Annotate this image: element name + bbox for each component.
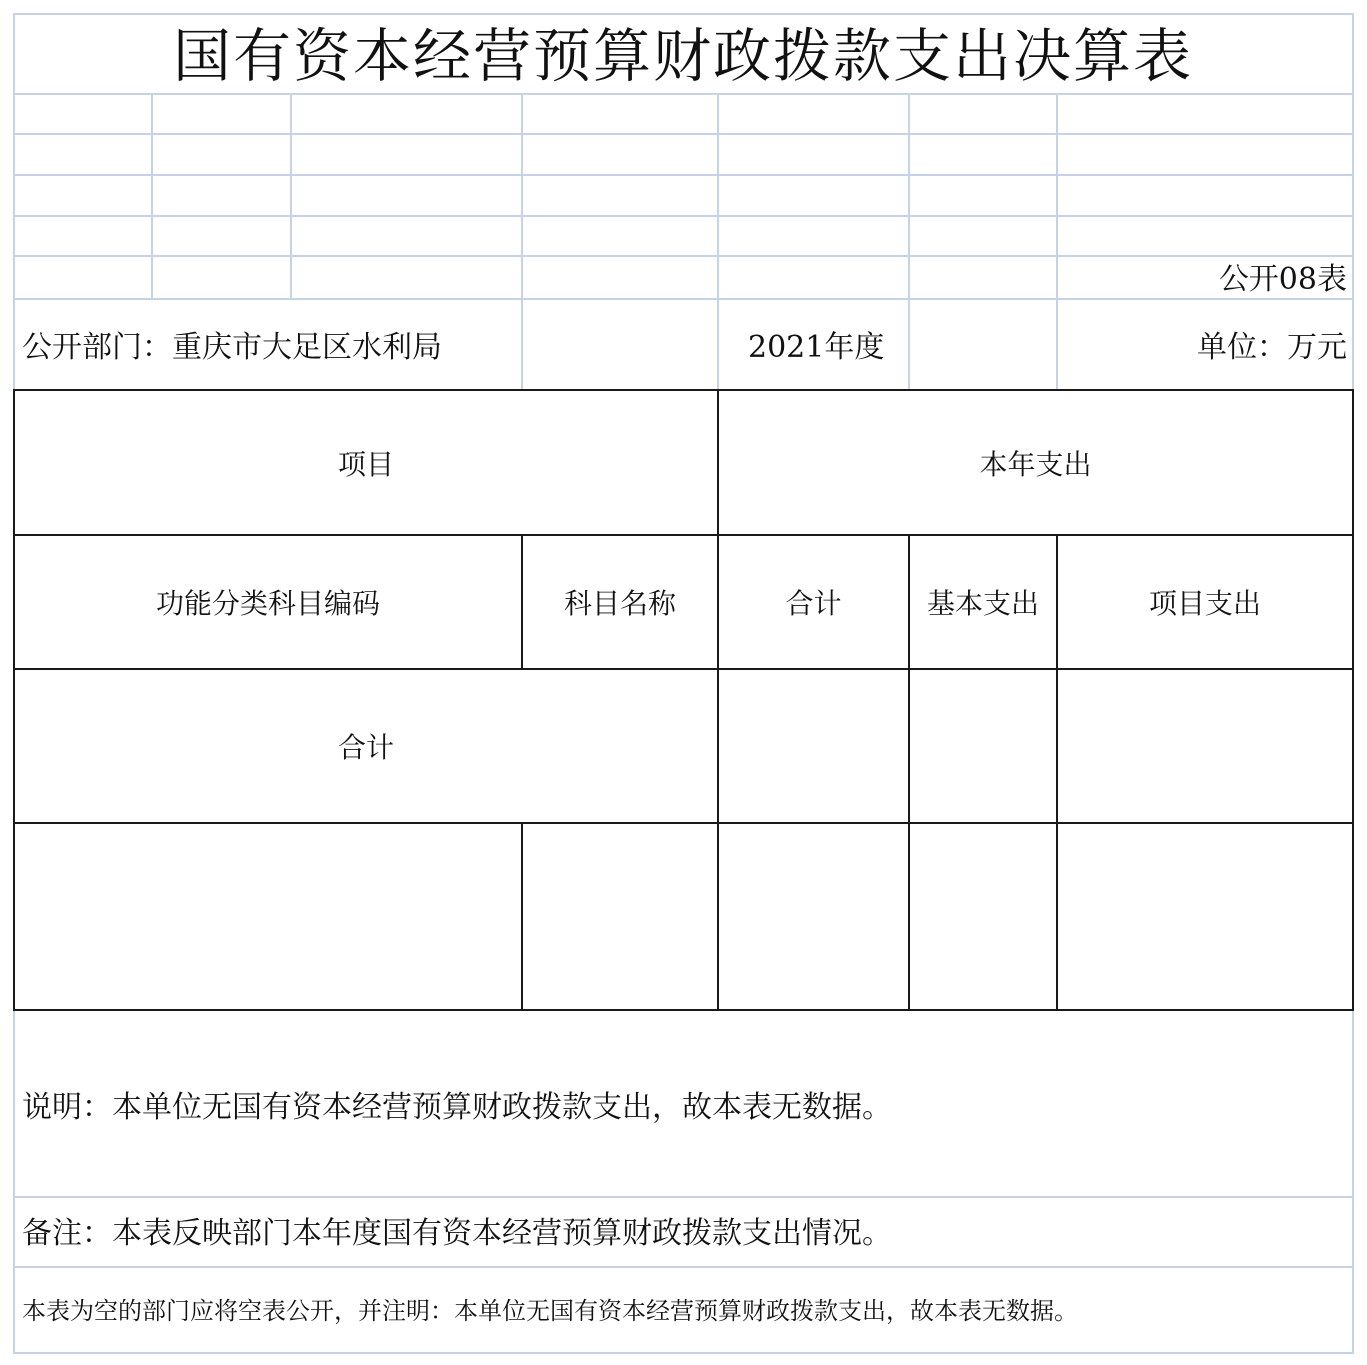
data-row-total-cell	[719, 824, 908, 1009]
col-subject-name-label: 科目名称	[563, 587, 676, 620]
row-total	[15, 670, 717, 822]
department-label: 公开部门：重庆市大足区水利局	[22, 330, 442, 365]
header-project	[15, 391, 717, 534]
unit-label: 单位：万元	[1197, 330, 1347, 365]
data-row-project-cell	[1058, 824, 1352, 1009]
col-basic	[910, 536, 1056, 668]
col-project-label: 项目支出	[1148, 587, 1261, 620]
remark-note: 备注：本表反映部门本年度国有资本经营预算财政拨款支出情况。	[22, 1216, 892, 1251]
row-total-label: 合计	[337, 731, 394, 764]
col-total-label: 合计	[785, 587, 842, 620]
row-total-project-cell	[1058, 670, 1352, 822]
year-label: 2021年度	[748, 330, 885, 365]
col-subject-name	[523, 536, 717, 668]
explanation-note: 说明：本单位无国有资本经营预算财政拨款支出，故本表无数据。	[22, 1090, 892, 1125]
col-basic-label: 基本支出	[926, 587, 1039, 620]
data-row-code-cell	[15, 824, 521, 1009]
header-current-expense-label: 本年支出	[979, 447, 1092, 481]
data-row-basic-cell	[910, 824, 1056, 1009]
footer-note: 本表为空的部门应将空表公开，并注明：本单位无国有资本经营预算财政拨款支出，故本表无数据。	[22, 1297, 1078, 1325]
col-total	[719, 536, 908, 668]
col-function-code-label: 功能分类科目编码	[155, 587, 380, 620]
page-title: 国有资本经营预算财政拨款支出决算表	[172, 22, 1193, 90]
col-project	[1058, 536, 1352, 668]
form-code: 公开08表	[1218, 262, 1347, 297]
data-row-name-cell	[523, 824, 717, 1009]
header-current-expense	[719, 391, 1352, 534]
col-function-code	[15, 536, 521, 668]
row-total-sum-cell	[719, 670, 908, 822]
row-total-basic-cell	[910, 670, 1056, 822]
header-project-label: 项目	[337, 447, 394, 481]
